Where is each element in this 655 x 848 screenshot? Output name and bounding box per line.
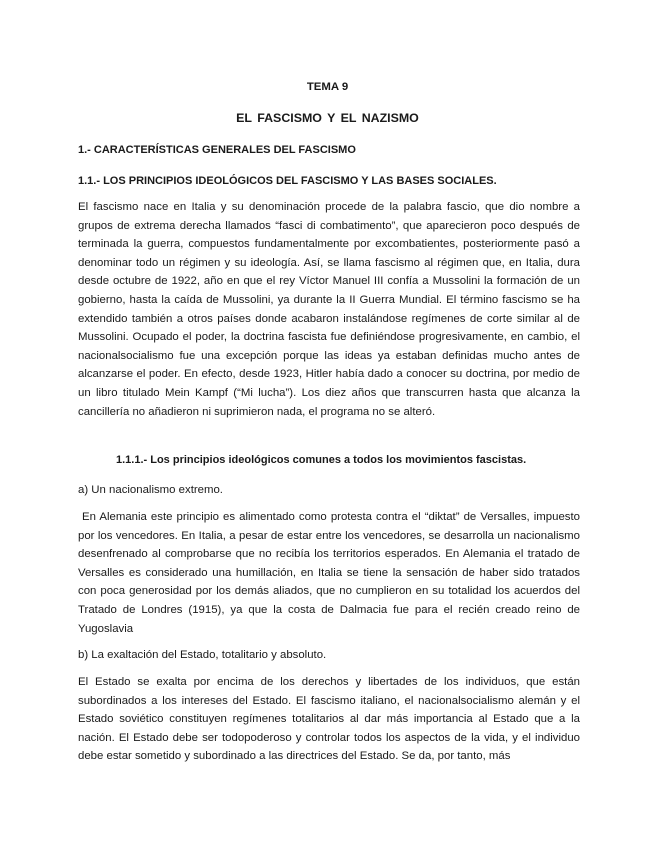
paragraph-state: El Estado se exalta por encima de los derechos y libertades de los individuos, que están subordinados a los intereses del Estado. El fascismo italiano, el nacionalsocialismo alemán y el Estado soviético constituyen regímenes totalitarios al dar más importancia al Estado que a la nación. El Estado debe ser todopoderoso y controlar todos los aspectos de la vida, y el individuo debe estar sometido y subordinado a las directrices del Estado. Se da, por tanto, más bbox=[78, 676, 580, 763]
point-b-heading: b) La exaltación del Estado, totalitario y absoluto. bbox=[78, 649, 327, 661]
point-a-heading: a) Un nacionalismo extremo. bbox=[78, 484, 223, 496]
paragraph-intro: El fascismo nace en Italia y su denominación procede de la palabra fascio, que dio nombre a grupos de extrema derecha llamados “fasci di combatimento”, que aparecieron poco después de terminada la guerra, compuestos fundamentalmente por excombatientes, posteriormente pasó a denominar todo un régimen y su ideología. Así, se llama fascismo al régimen que, en Italia, dura desde octubre de 1922, año en que el rey Víctor Manuel III confía a Mussolini la formación de un gobierno, hasta la caída de Mussolini, ya durante la II Guerra Mundial. El término fascismo se ha extendido también a otros países donde acabaron instalándose regímenes de corte similar al de Mussolini. Ocupado el poder, la doctrina fascista fue definiéndose progresivamente, en cambio, el nacionalsocialismo fue una excepción porque las ideas ya estaban definidas mucho antes de alcanzarse el poder. En efecto, desde 1923, Hitler había dado a conocer su doctrina, por medio de un libro titulado Mein Kampf (“Mi lucha”). Los diez años que transcurren hasta que alcanza la cancillería no añadieron ni suprimieron nada, el programa no se alteró. bbox=[78, 201, 580, 418]
paragraph-nationalism: En Alemania este principio es alimentado como protesta contra el “diktat” de Versalles, impuesto por los vencedores. En Italia, a pesar de estar entre los vencedores, se desarrolla un nacionalismo desenfrenado al comprobarse que no recibía los territorios esperados. En Alemania el tratado de Versalles es considerado una humillación, en Italia se tiene la sensación de haber sido tratados con poca generosidad por los demás aliados, que no cumplieron en su totalidad los acuerdos del Tratado de Londres (1915), ya que la costa de Dalmacia fue para el recién creado reino de Yugoslavia bbox=[78, 511, 580, 635]
section-heading-1: 1.- CARACTERÍSTICAS GENERALES DEL FASCISMO bbox=[78, 144, 356, 156]
section-heading-1-1: 1.1.- LOS PRINCIPIOS IDEOLÓGICOS DEL FASCISMO Y LAS BASES SOCIALES. bbox=[78, 175, 497, 187]
tema-number: TEMA 9 bbox=[306, 81, 349, 93]
document-title: EL FASCISMO Y EL NAZISMO bbox=[236, 111, 419, 125]
section-heading-1-1-1: 1.1.1.- Los principios ideológicos comunes a todos los movimientos fascistas. bbox=[116, 454, 527, 466]
